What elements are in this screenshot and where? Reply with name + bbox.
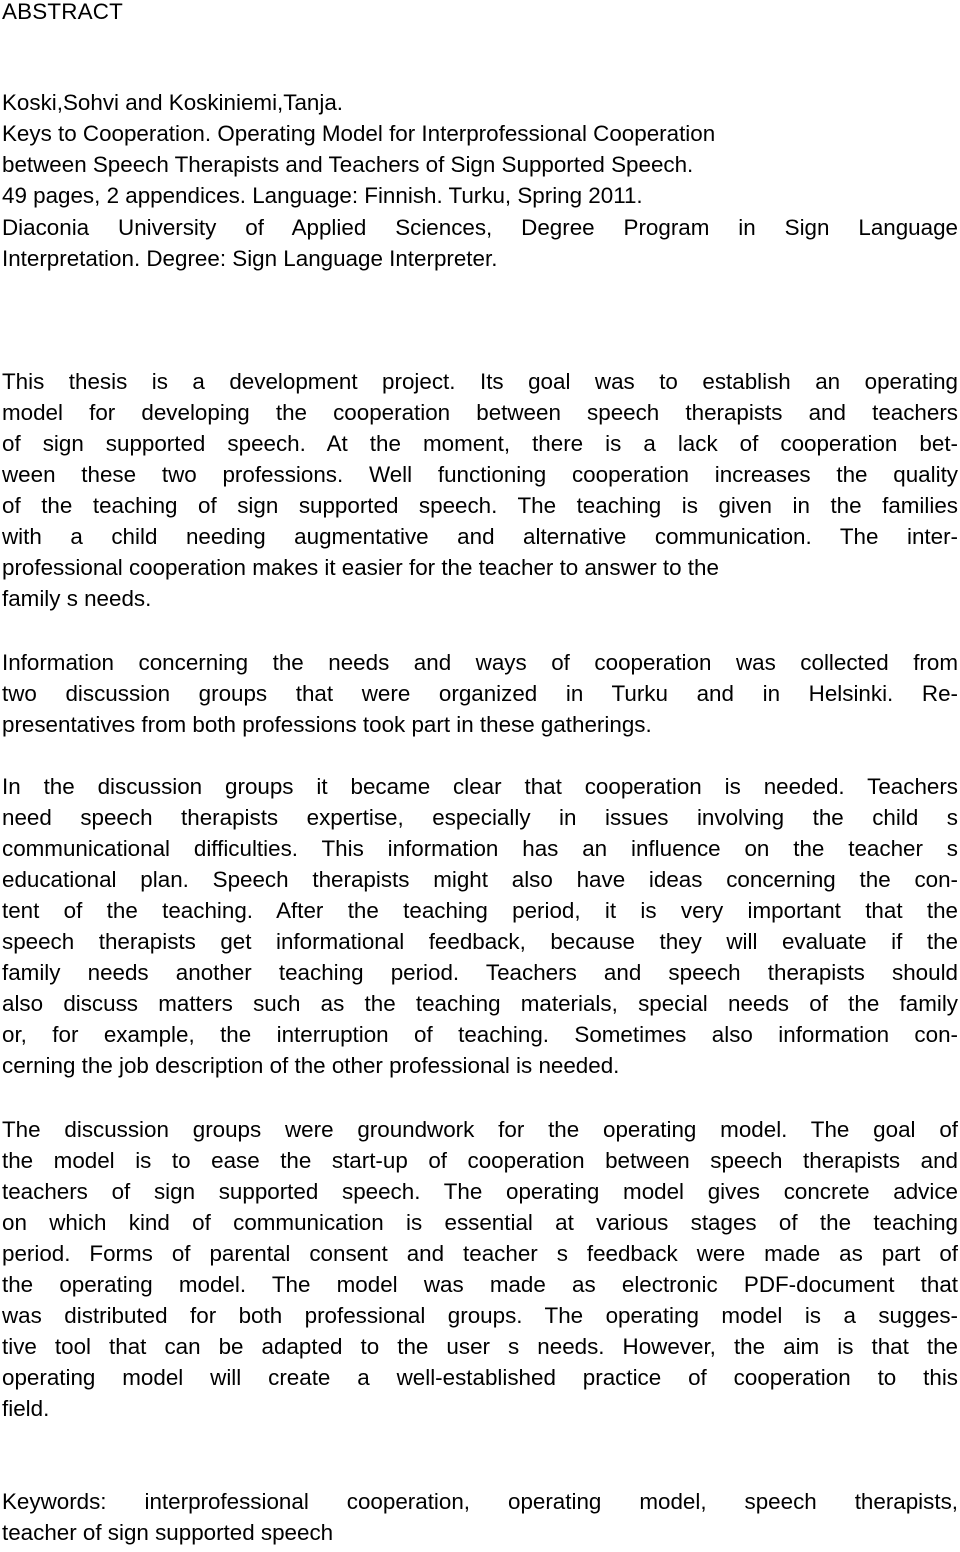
paragraph-line: educational plan. Speech therapists might also have ideas concerning the con- <box>2 867 958 892</box>
abstract-heading: ABSTRACT <box>2 0 124 24</box>
institution-line-2: Interpretation. Degree: Sign Language Interpreter. <box>2 246 498 271</box>
paragraph-line: of sign supported speech. At the moment, there is a lack of cooperation bet- <box>2 431 958 456</box>
paragraph-line: This thesis is a development project. Its goal was to establish an operating <box>2 369 958 394</box>
paragraph-line: on which kind of communication is essential at various stages of the teaching <box>2 1210 958 1235</box>
abstract-paragraph-3 <box>2 771 958 1081</box>
paragraph-line: The discussion groups were groundwork for the operating model. The goal of <box>2 1117 958 1142</box>
details-line: 49 pages, 2 appendices. Language: Finnish. Turku, Spring 2011. <box>2 183 643 208</box>
institution-line-1: Diaconia University of Applied Sciences, Degree Program in Sign Language <box>2 215 958 240</box>
paragraph-line: family s needs. <box>2 586 152 611</box>
paragraph-line: In the discussion groups it became clear that cooperation is needed. Teachers <box>2 774 958 799</box>
paragraph-line: professional cooperation makes it easier for the teacher to answer to the <box>2 555 719 580</box>
paragraph-line: the operating model. The model was made as electronic PDF-document that <box>2 1272 958 1297</box>
paragraph-line: tent of the teaching. After the teaching period, it is very important that the <box>2 898 958 923</box>
paragraph-line: field. <box>2 1396 50 1421</box>
paragraph-line: model for developing the cooperation between speech therapists and teachers <box>2 400 958 425</box>
paragraph-line: teachers of sign supported speech. The operating model gives concrete advice <box>2 1179 958 1204</box>
paragraph-line: period. Forms of parental consent and teacher s feedback were made as part of <box>2 1241 958 1266</box>
abstract-paragraph-1 <box>2 366 958 614</box>
paragraph-line: presentatives from both professions took part in these gatherings. <box>2 712 652 737</box>
paragraph-line: Information concerning the needs and ways of cooperation was collected from <box>2 650 958 675</box>
authors-line: Koski,Sohvi and Koskiniemi,Tanja. <box>2 90 344 115</box>
paragraph-line: the model is to ease the start-up of cooperation between speech therapists and <box>2 1148 958 1173</box>
abstract-paragraph-4 <box>2 1114 958 1424</box>
paragraph-line: tive tool that can be adapted to the user s needs. However, the aim is that the <box>2 1334 958 1359</box>
paragraph-line: operating model will create a well-established practice of cooperation to this <box>2 1365 958 1390</box>
keywords-line-1: Keywords: interprofessional cooperation, operating model, speech therapists, <box>2 1489 958 1514</box>
paragraph-line: or, for example, the interruption of teaching. Sometimes also information con- <box>2 1022 958 1047</box>
paragraph-line: of the teaching of sign supported speech. The teaching is given in the families <box>2 493 958 518</box>
paragraph-line: with a child needing augmentative and alternative communication. The inter- <box>2 524 958 549</box>
paragraph-line: speech therapists get informational feedback, because they will evaluate if the <box>2 929 958 954</box>
paragraph-line: also discuss matters such as the teaching materials, special needs of the family <box>2 991 958 1016</box>
title-line-1: Keys to Cooperation. Operating Model for Interprofessional Cooperation <box>2 121 716 146</box>
keywords-block <box>2 1486 958 1548</box>
paragraph-line: was distributed for both professional groups. The operating model is a sugges- <box>2 1303 958 1328</box>
title-line-2: between Speech Therapists and Teachers of Sign Supported Speech. <box>2 152 694 177</box>
paragraph-line: cerning the job description of the other professional is needed. <box>2 1053 620 1078</box>
paragraph-line: two discussion groups that were organized in Turku and in Helsinki. Re- <box>2 681 958 706</box>
paragraph-line: communicational difficulties. This information has an influence on the teacher s <box>2 836 958 861</box>
paragraph-line: family needs another teaching period. Teachers and speech therapists should <box>2 960 958 985</box>
paragraph-line: ween these two professions. Well functioning cooperation increases the quality <box>2 462 958 487</box>
paragraph-line: need speech therapists expertise, especially in issues involving the child s <box>2 805 958 830</box>
keywords-line-2: teacher of sign supported speech <box>2 1520 334 1545</box>
abstract-paragraph-2 <box>2 647 958 740</box>
